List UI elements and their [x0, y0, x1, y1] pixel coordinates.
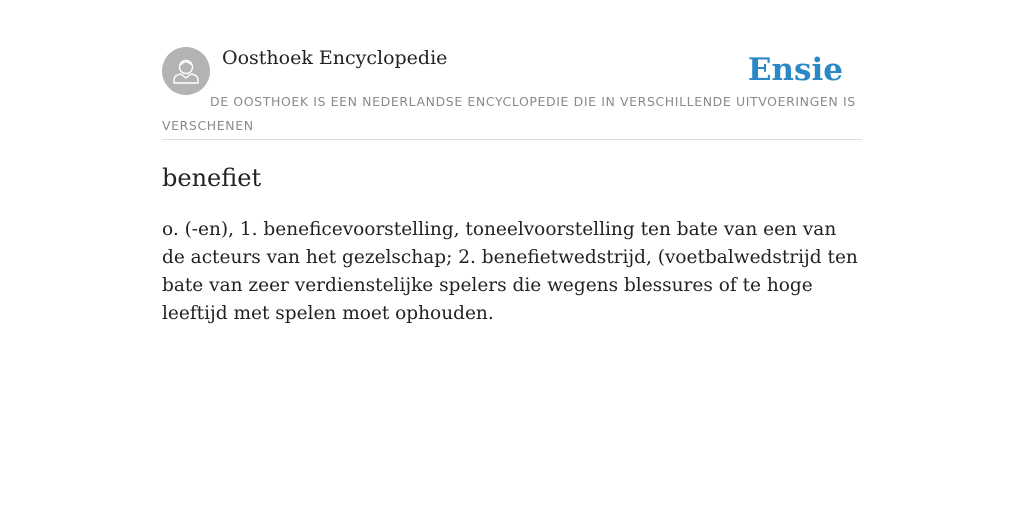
user-avatar-icon — [162, 47, 210, 95]
entry-definition: o. (-en), 1. beneficevoorstelling, toneelvoorstelling ten bate van een van de acteurs van het gezelschap; 2. benefietwedstrijd, (voetbalwedstrijd ten bate van zeer verdienstelijke spelers die wegens blessures of te hoge leeftijd met spelen moet ophouden. — [162, 219, 858, 324]
source-description: DE OOSTHOEK IS EEN NEDERLANDSE ENCYCLOPEDIE DIE IN VERSCHILLENDE UITVOERINGEN IS VERSCHENEN — [162, 94, 856, 133]
source-name[interactable]: Oosthoek Encyclopedie — [222, 47, 448, 69]
source-avatar[interactable] — [162, 47, 210, 95]
source-header — [162, 46, 862, 140]
entry-title: benefiet — [162, 164, 262, 192]
ensie-logo[interactable]: Ensie — [747, 52, 843, 88]
